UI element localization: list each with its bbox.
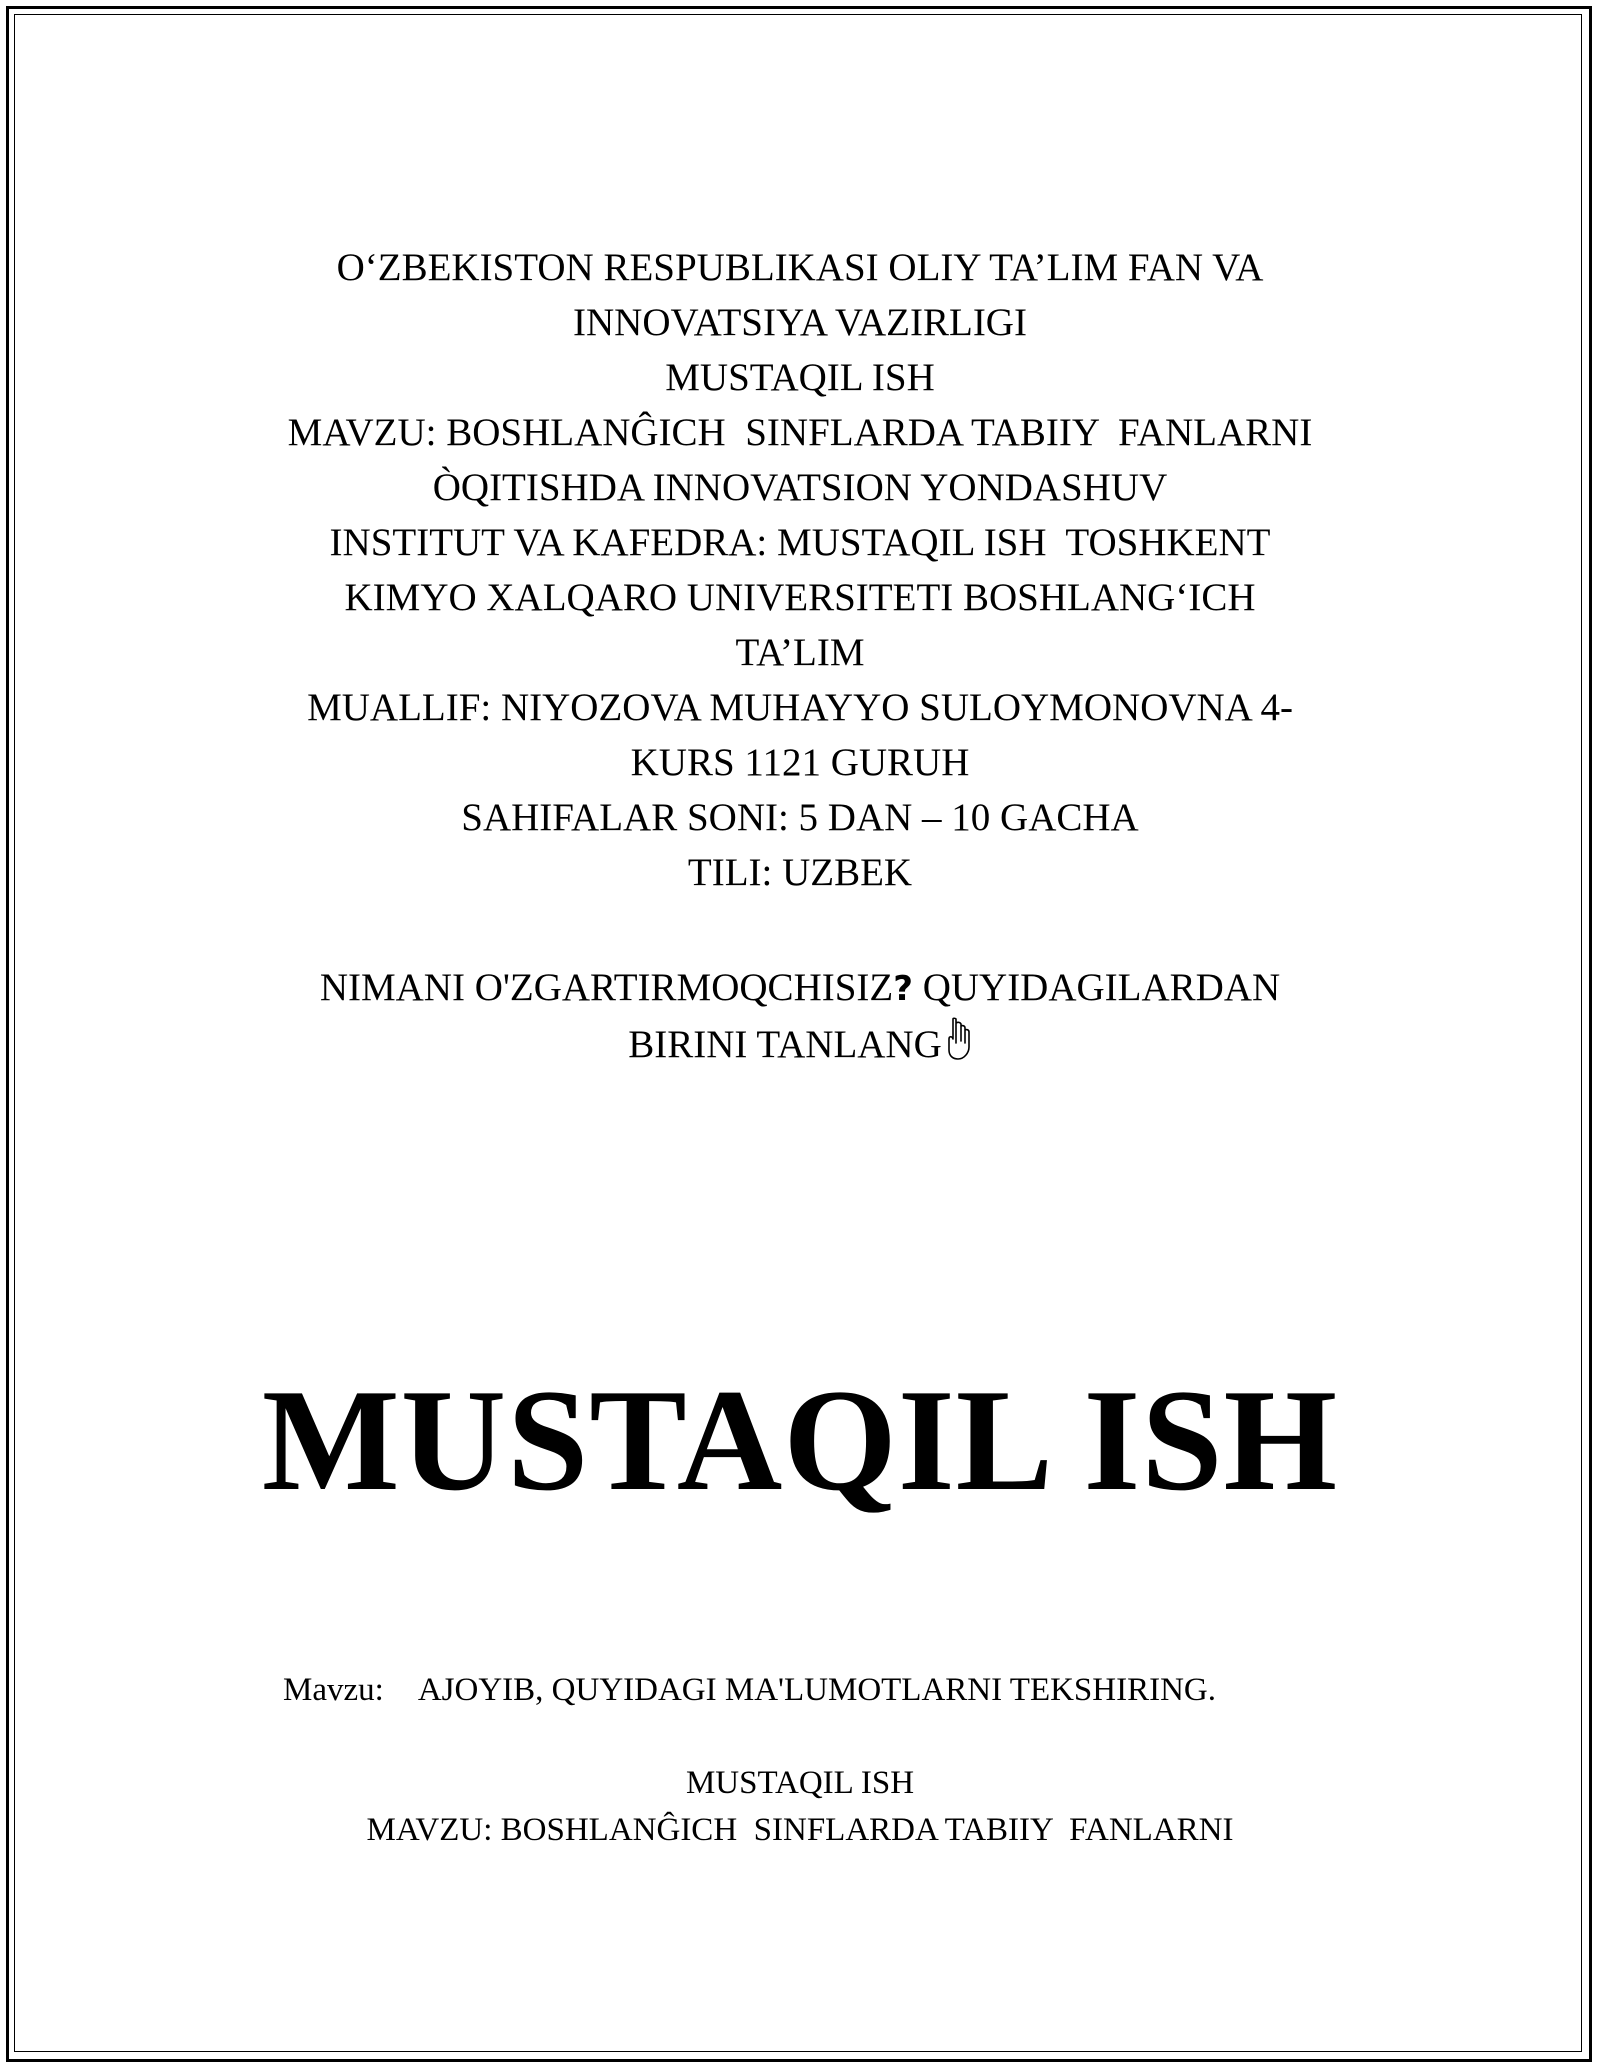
header-line: INNOVATSIYA VAZIRLIGI (573, 301, 1027, 344)
pointing-down-hand-icon (944, 1017, 972, 1061)
header-line: TILI: UZBEK (687, 851, 913, 894)
prompt-text: BIRINI TANLANG (628, 1023, 942, 1066)
header-line: SAHIFALAR SONI: 5 DAN – 10 GACHA (461, 796, 1139, 839)
prompt-line-2 (0, 1017, 1600, 1072)
mavzu-value: AJOYIB, QUYIDAGI MA'LUMOTLARNI TEKSHIRING. (417, 1672, 1217, 1708)
mavzu-label: Mavzu: (283, 1672, 384, 1708)
prompt-line-1 (0, 960, 1600, 1017)
header-line: O‘ZBEKISTON RESPUBLIKASI OLIY TA’LIM FAN VA (336, 246, 1264, 289)
prompt-block (0, 960, 1600, 1072)
mavzu-row (283, 1668, 1216, 1712)
footer-line: MAVZU: BOSHLANĜICH SINFLARDA TABIIY FANLARNI (366, 1812, 1234, 1848)
header-line: INSTITUT VA KAFEDRA: MUSTAQIL ISH TOSHKENT (329, 521, 1271, 564)
prompt-text: NIMANI O'ZGARTIRMOQCHISIZ (319, 966, 894, 1009)
header-block (0, 240, 1600, 900)
prompt-text: QUYIDAGILARDAN (912, 966, 1281, 1009)
footer-line: MUSTAQIL ISH (685, 1765, 915, 1801)
page-title: MUSTAQIL ISH (261, 1359, 1339, 1521)
header-line: KIMYO XALQARO UNIVERSITETI BOSHLANG‘ICH (344, 576, 1256, 619)
header-line: KURS 1121 GURUH (630, 741, 970, 784)
question-mark-icon: ? (893, 969, 913, 1009)
header-line: TA’LIM (735, 631, 865, 674)
footer-block (0, 1760, 1600, 1854)
header-line: MUALLIF: NIYOZOVA MUHAYYO SULOYMONOVNA 4- (307, 686, 1293, 729)
header-line: ÒQITISHDA INNOVATSION YONDASHUV (432, 466, 1168, 509)
header-line: MAVZU: BOSHLANĜICH SINFLARDA TABIIY FANLARNI (287, 411, 1313, 454)
header-line: MUSTAQIL ISH (665, 356, 935, 399)
